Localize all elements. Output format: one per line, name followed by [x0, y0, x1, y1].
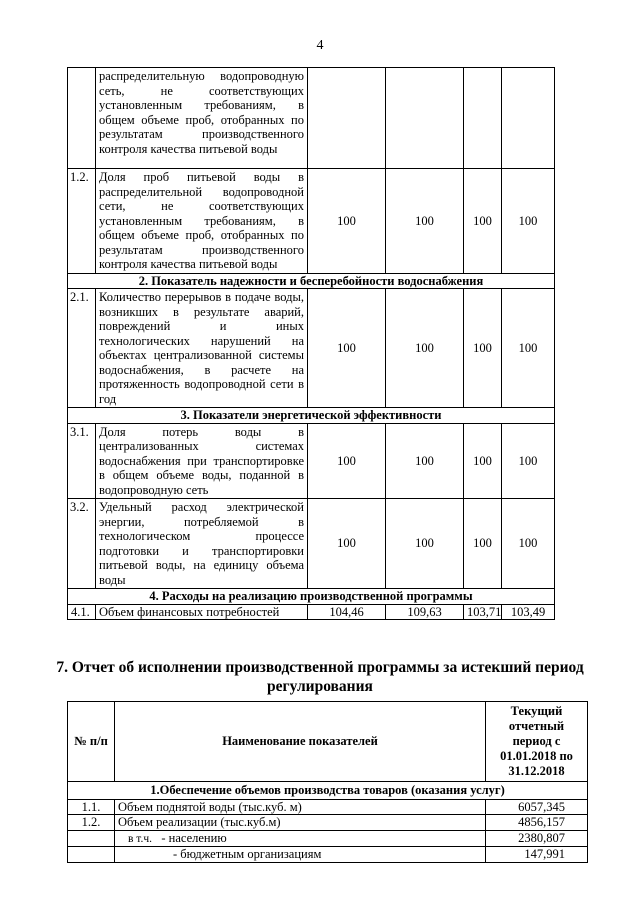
value-cell: 2380,807: [486, 830, 588, 847]
value-cell: 103,71: [464, 604, 502, 620]
value-cell: 100: [502, 289, 555, 408]
table-row: [68, 423, 555, 499]
section-heading: 7. Отчет об исполнении производственной программы за истекший период регулирования: [56, 659, 584, 695]
row-name: Объем реализации (тыс.куб.м): [115, 815, 486, 831]
value-cell: 100: [502, 423, 555, 499]
column-header-number: № п/п: [68, 702, 115, 782]
table-row: [68, 815, 588, 831]
row-name: Количество перерывов в подаче воды, возникших в результате аварий, повреждений и иных технологических нарушений на объектах централизованной системы водоснабжения, в расчете на протяженность водопроводной сети в год: [96, 289, 308, 408]
value-cell: 6057,345: [486, 799, 588, 815]
table-row: [68, 604, 555, 620]
section-header-row: [68, 589, 555, 605]
row-number: 2.1.: [68, 289, 96, 408]
value-cell: 109,63: [386, 604, 464, 620]
row-name-cell: [115, 847, 486, 863]
value-cell: 100: [502, 499, 555, 589]
row-number: 3.1.: [68, 423, 96, 499]
header-row: [68, 702, 588, 782]
row-name-cell: [115, 830, 486, 847]
row-number: 4.1.: [68, 604, 96, 620]
table-row: [68, 830, 588, 847]
table-row: [68, 499, 555, 589]
value-cell: [308, 68, 386, 169]
value-cell: [502, 68, 555, 169]
row-number: 1.2.: [68, 169, 96, 274]
section-header-row: [68, 782, 588, 800]
value-cell: 100: [308, 169, 386, 274]
indicators-table: [67, 67, 555, 620]
value-cell: [386, 68, 464, 169]
table-row: [68, 847, 588, 863]
row-number: 1.1.: [68, 799, 115, 815]
section-title: 3. Показатели энергетической эффективности: [68, 408, 555, 424]
row-name: - бюджетным организациям: [173, 847, 322, 861]
value-cell: 100: [464, 289, 502, 408]
value-cell: 100: [464, 423, 502, 499]
row-name: Доля проб питьевой воды в распределительной водопроводной сети, не соответствующих установленным требованиям, в общем объеме проб, отобранных по результатам производственного контроля качества питьевой воды: [96, 169, 308, 274]
row-number: [68, 830, 115, 847]
value-cell: [464, 68, 502, 169]
section-title: 1.Обеспечение объемов производства товаров (оказания услуг): [68, 782, 588, 800]
page-number: 4: [316, 38, 324, 53]
value-cell: 100: [502, 169, 555, 274]
section-title: 4. Расходы на реализацию производственной программы: [68, 589, 555, 605]
value-cell: 100: [308, 499, 386, 589]
row-name: Объем финансовых потребностей: [96, 604, 308, 620]
value-cell: 100: [386, 169, 464, 274]
table-row: [68, 169, 555, 274]
row-number: 3.2.: [68, 499, 96, 589]
value-cell: 4856,157: [486, 815, 588, 831]
table-row: [68, 68, 555, 169]
value-cell: 100: [308, 289, 386, 408]
table-row: [68, 289, 555, 408]
report-table: [67, 701, 588, 863]
column-header-period: Текущий отчетный период с 01.01.2018 по 31.12.2018: [486, 702, 588, 782]
value-cell: 100: [464, 169, 502, 274]
value-cell: 100: [386, 423, 464, 499]
value-cell: 103,49: [502, 604, 555, 620]
row-name: Объем поднятой воды (тыс.куб. м): [115, 799, 486, 815]
value-cell: 100: [386, 289, 464, 408]
row-name-prefix: в т.ч.: [128, 832, 152, 845]
table-row: [68, 799, 588, 815]
row-name: распределительную водопроводную сеть, не соответствующих установленным требованиям, в общем объеме проб, отобранных по результатам производственного контроля качества питьевой воды: [96, 68, 308, 169]
section-title: 2. Показатель надежности и бесперебойности водоснабжения: [68, 273, 555, 289]
row-name: Доля потерь воды в централизованных системах водоснабжения при транспортировке в общем объеме воды, поданной в водопроводную сеть: [96, 423, 308, 499]
value-cell: 100: [308, 423, 386, 499]
row-number: [68, 847, 115, 863]
row-number: [68, 68, 96, 169]
row-name: - населению: [161, 830, 227, 845]
value-cell: 100: [464, 499, 502, 589]
value-cell: 100: [386, 499, 464, 589]
row-number: 1.2.: [68, 815, 115, 831]
section-header-row: [68, 273, 555, 289]
section-header-row: [68, 408, 555, 424]
column-header-name: Наименование показателей: [115, 702, 486, 782]
value-cell: 147,991: [486, 847, 588, 863]
value-cell: 104,46: [308, 604, 386, 620]
row-name: Удельный расход электрической энергии, потребляемой в технологическом процессе подготовки и транспортировки питьевой воды, на единицу объема воды: [96, 499, 308, 589]
